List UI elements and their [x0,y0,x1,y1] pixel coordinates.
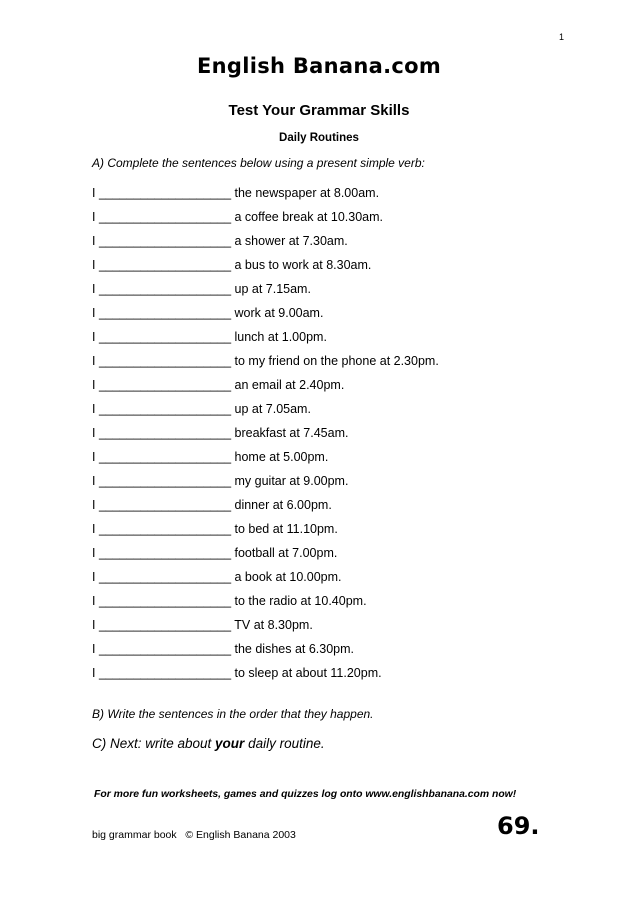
instruction-a: A) Complete the sentences below using a present simple verb: [92,156,425,170]
sentence-item: I ___________________ the dishes at 6.30pm. [92,642,355,656]
instruction-c-emphasis: your [215,736,245,751]
sentence-item: I ___________________ to bed at 11.10pm. [92,522,338,536]
sentence-item: I ___________________ football at 7.00pm. [92,546,338,560]
instruction-c-prefix: C) Next: write about [92,736,216,751]
footer-copyright: big grammar book © English Banana 2003 [92,829,296,841]
sentence-item: I ___________________ to sleep at about 11.20pm. [92,666,382,680]
sentence-list [92,183,592,687]
instruction-c [92,736,325,751]
english-banana-logo: English Banana.com [196,54,442,78]
sentence-item: I ___________________ a book at 10.00pm. [92,570,342,584]
instruction-c-suffix: daily routine. [244,736,325,751]
instruction-b: B) Write the sentences in the order that they happen. [92,707,374,721]
sentence-item: I ___________________ a coffee break at 10.30am. [92,210,383,224]
worksheet-subtitle: Daily Routines [279,132,359,144]
sentence-item: I ___________________ a bus to work at 8.30am. [92,258,372,272]
sentence-item: I ___________________ a shower at 7.30am. [92,234,348,248]
footer-page-number: 69. [497,812,540,840]
sentence-item: I ___________________ up at 7.05am. [92,402,311,416]
sentence-item: I ___________________ work at 9.00am. [92,306,324,320]
sentence-item: I ___________________ to my friend on the phone at 2.30pm. [92,354,439,368]
page-number: 1 [558,32,564,42]
sentence-item: I ___________________ an email at 2.40pm. [92,378,345,392]
sentence-item: I ___________________ dinner at 6.00pm. [92,498,332,512]
sentence-item: I ___________________ breakfast at 7.45am. [92,426,349,440]
sentence-item: I ___________________ lunch at 1.00pm. [92,330,327,344]
sentence-item: I ___________________ to the radio at 10.40pm. [92,594,367,608]
sentence-item: I ___________________ up at 7.15am. [92,282,311,296]
sentence-item: I ___________________ the newspaper at 8.00am. [92,186,380,200]
sentence-item: I ___________________ home at 5.00pm. [92,450,329,464]
sentence-item: I ___________________ my guitar at 9.00pm. [92,474,349,488]
promo-text: For more fun worksheets, games and quizzes log onto www.englishbanana.com now! [94,789,517,800]
sentence-item: I ___________________ TV at 8.30pm. [92,618,313,632]
worksheet-title: Test Your Grammar Skills [228,102,410,119]
